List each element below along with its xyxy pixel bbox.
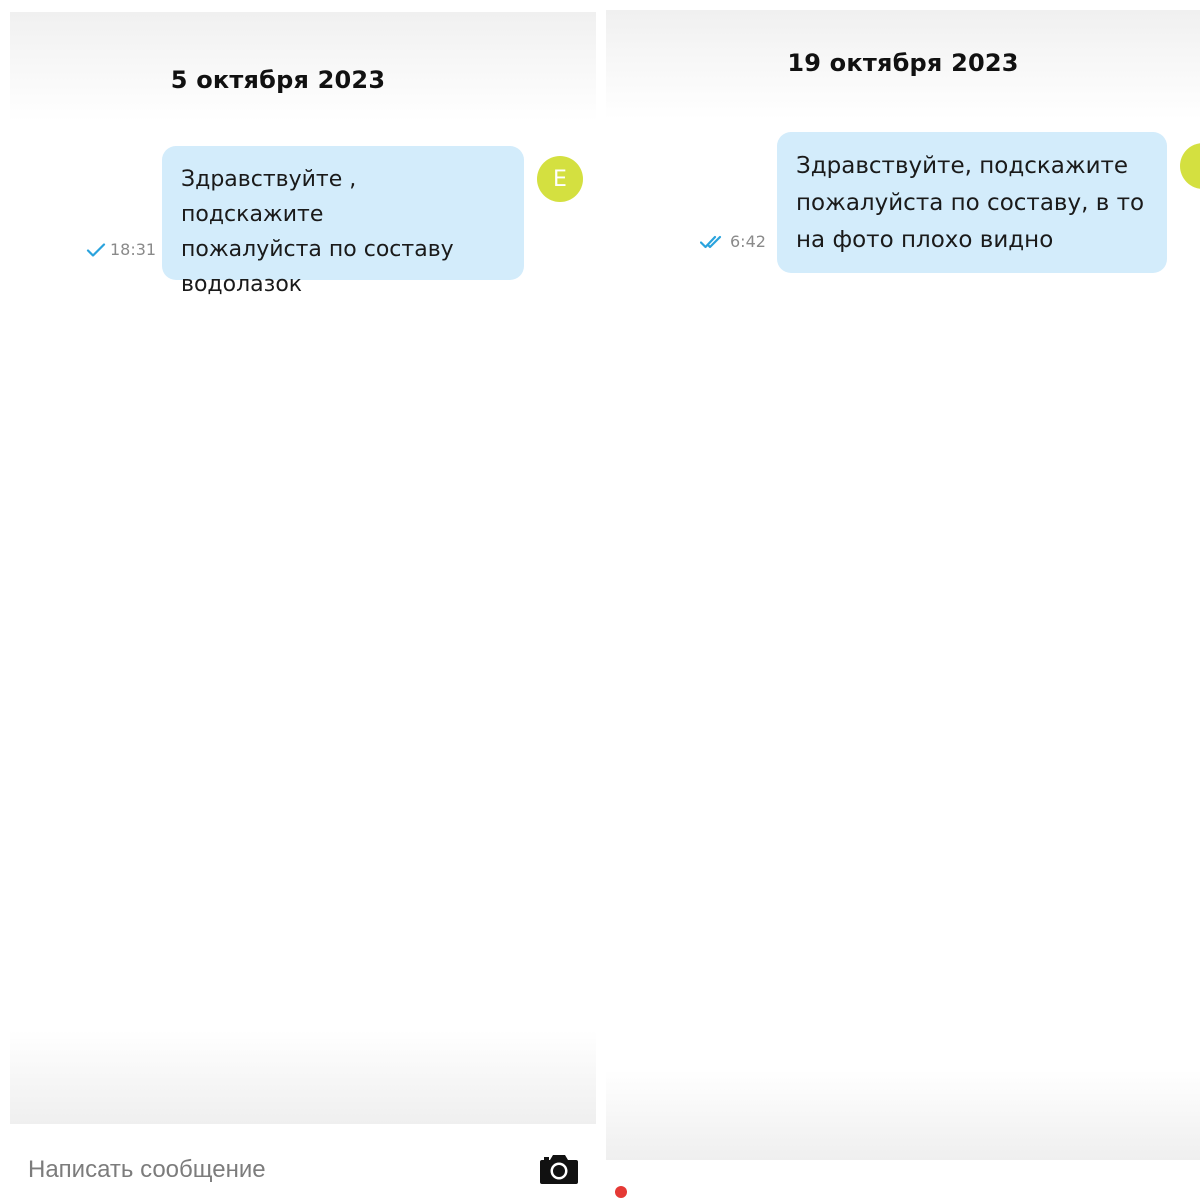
bottom-shade [10, 1030, 596, 1124]
message-meta [700, 232, 766, 251]
message-input[interactable] [28, 1156, 488, 1184]
avatar[interactable]: E [537, 156, 583, 202]
avatar[interactable] [1180, 143, 1200, 189]
right-chat-panel [606, 0, 1200, 1200]
bottom-area [606, 1160, 1200, 1200]
message-time: 18:31 [110, 240, 157, 259]
message-meta [86, 240, 156, 259]
date-header: 19 октября 2023 [787, 49, 1019, 77]
left-chat-panel [10, 0, 596, 1200]
check-icon [86, 242, 106, 258]
camera-icon[interactable] [538, 1152, 580, 1186]
notification-dot [615, 1186, 627, 1198]
message-bubble[interactable]: Здравствуйте , подскажите пожалуйста по составу водолазок [162, 146, 524, 280]
message-bubble[interactable]: Здравствуйте, подскажите пожалуйста по составу, в то на фото плохо видно [777, 132, 1167, 273]
date-header: 5 октября 2023 [170, 66, 386, 94]
bottom-shade [606, 1070, 1200, 1160]
message-time: 6:42 [730, 232, 766, 251]
double-check-icon [700, 234, 726, 250]
message-composer [10, 1124, 596, 1200]
